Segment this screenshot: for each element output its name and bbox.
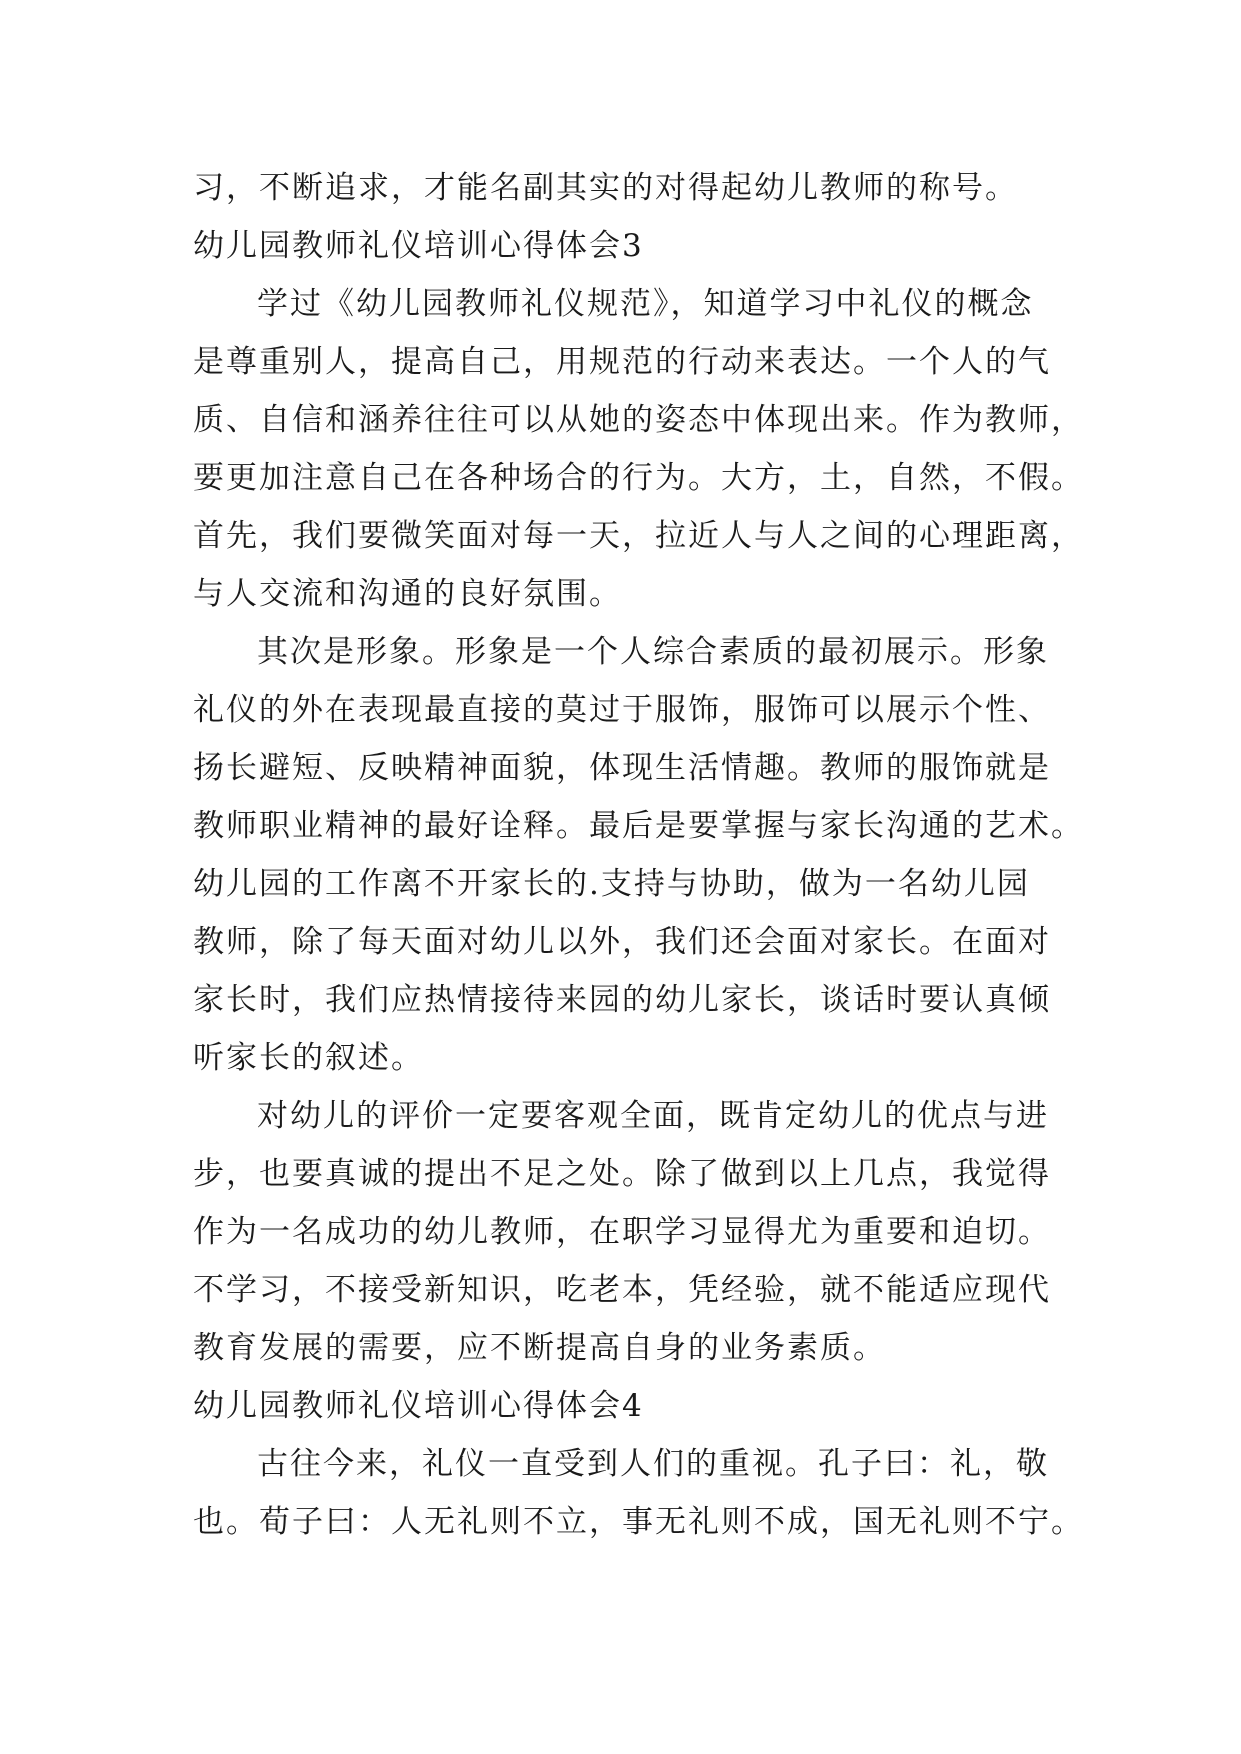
text-line: 教师，除了每天面对幼儿以外，我们还会面对家长。在面对 xyxy=(193,924,1051,960)
text-line: 也。荀子曰：人无礼则不立，事无礼则不成，国无礼则不宁。 xyxy=(193,1504,1084,1540)
paragraph-start: 对幼儿的评价一定要客观全面，既肯定幼儿的优点与进 xyxy=(257,1098,1049,1134)
text-line: 教师职业精神的最好诠释。最后是要掌握与家长沟通的艺术。 xyxy=(193,808,1084,844)
text-line: 家长时，我们应热情接待来园的幼儿家长，谈话时要认真倾 xyxy=(193,982,1051,1018)
paragraph-start: 其次是形象。形象是一个人综合素质的最初展示。形象 xyxy=(257,634,1049,670)
paragraph-start: 古往今来，礼仪一直受到人们的重视。孔子曰：礼，敬 xyxy=(257,1446,1049,1482)
text-line: 质、自信和涵养往往可以从她的姿态中体现出来。作为教师， xyxy=(193,402,1084,438)
paragraph-start: 学过《幼儿园教师礼仪规范》，知道学习中礼仪的概念 xyxy=(257,286,1034,322)
text-line: 听家长的叙述。 xyxy=(193,1040,424,1076)
text-line: 首先，我们要微笑面对每一天，拉近人与人之间的心理距离， xyxy=(193,518,1084,554)
text-line: 要更加注意自己在各种场合的行为。大方，土，自然，不假。 xyxy=(193,460,1084,496)
text-line: 与人交流和沟通的良好氛围。 xyxy=(193,576,622,612)
text-line: 不学习，不接受新知识，吃老本，凭经验，就不能适应现代 xyxy=(193,1272,1051,1308)
section-heading: 幼儿园教师礼仪培训心得体会4 xyxy=(193,1388,644,1424)
text-line: 习，不断追求，才能名副其实的对得起幼儿教师的称号。 xyxy=(193,170,1018,206)
text-line: 扬长避短、反映精神面貌，体现生活情趣。教师的服饰就是 xyxy=(193,750,1051,786)
text-line: 礼仪的外在表现最直接的莫过于服饰，服饰可以展示个性、 xyxy=(193,692,1051,728)
text-line: 教育发展的需要，应不断提高自身的业务素质。 xyxy=(193,1330,886,1366)
section-heading: 幼儿园教师礼仪培训心得体会3 xyxy=(193,228,644,264)
text-line: 是尊重别人，提高自己，用规范的行动来表达。一个人的气 xyxy=(193,344,1051,380)
text-line: 作为一名成功的幼儿教师，在职学习显得尤为重要和迫切。 xyxy=(193,1214,1051,1250)
text-line: 幼儿园的工作离不开家长的.支持与协助，做为一名幼儿园 xyxy=(193,866,1030,902)
text-line: 步，也要真诚的提出不足之处。除了做到以上几点，我觉得 xyxy=(193,1156,1051,1192)
